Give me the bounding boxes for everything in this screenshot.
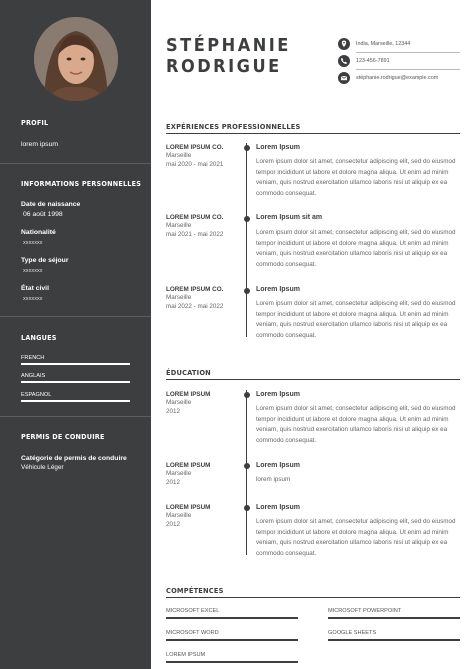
nationality-value: xxxxxxx <box>23 240 43 246</box>
education-meta <box>166 391 210 416</box>
education-rule <box>166 379 460 380</box>
language-level-bar <box>21 381 130 383</box>
experience-city: Marseille <box>166 152 192 160</box>
language-level-bar <box>21 400 130 402</box>
experience-desc: Lorem ipsum dolor sit amet, consectetur adipiscing elit, sed do eiusmod tempor incididunt ut labore et dolore magna aliqua. Ut enim ad minim veniam, quis nostrud exercitation ullamco laboris nisi ut aliquip ex ea commodo consequat. <box>256 229 456 269</box>
timeline-dot <box>244 216 250 222</box>
education-degree: Lorem Ipsum <box>256 462 300 469</box>
experience-org: LOREM IPSUM CO. <box>166 286 224 293</box>
location-icon <box>338 38 350 50</box>
contact-address: India, Marseille, 12344 <box>356 41 411 47</box>
profile-photo-image <box>34 17 118 101</box>
contact-divider <box>356 52 460 53</box>
education-meta <box>166 462 210 487</box>
first-name: STÉPHANIE <box>166 35 291 56</box>
education-city: Marseille <box>166 512 192 520</box>
info-title: INFORMATIONS PERSONNELLES <box>21 179 142 188</box>
contact-phone: 123-456-7891 <box>356 58 390 64</box>
sidebar-divider <box>0 316 151 317</box>
skill-name: MICROSOFT WORD <box>166 630 219 636</box>
timeline-dot <box>244 288 250 294</box>
education-org: LOREM IPSUM <box>166 462 211 469</box>
experience-desc: Lorem ipsum dolor sit amet, consectetur adipiscing elit, sed do eiusmod tempor incididunt ut labore et dolore magna aliqua. Ut enim ad minim veniam, quis nostrud exercitation ullamco laboris nisi ut aliquip ex ea commodo consequat. <box>256 300 456 340</box>
education-year: 2012 <box>166 407 181 415</box>
contact-divider <box>356 69 460 70</box>
education-degree: Lorem Ipsum <box>256 391 300 398</box>
last-name: RODRIGUE <box>166 56 282 77</box>
email-icon <box>338 72 350 84</box>
skill-level-bar <box>328 639 460 641</box>
education-title: ÉDUCATION <box>166 368 211 377</box>
education-org: LOREM IPSUM <box>166 391 211 398</box>
birth-value: 06 août 1998 <box>23 211 63 218</box>
education-desc: lorem ipsum <box>256 476 291 483</box>
skill-name: LOREM IPSUM <box>166 652 206 658</box>
education-city: Marseille <box>166 470 192 478</box>
education-city: Marseille <box>166 399 192 407</box>
experience-role: Lorem Ipsum <box>256 144 300 151</box>
education-timeline <box>246 390 247 555</box>
license-title: PERMIS DE CONDUIRE <box>21 432 105 441</box>
sidebar-divider <box>0 416 151 417</box>
experience-org: LOREM IPSUM CO. <box>166 214 224 221</box>
language-name: FRENCH <box>21 355 45 361</box>
experience-city: Marseille <box>166 222 192 230</box>
language-level-bar <box>21 363 130 365</box>
civil-value: xxxxxxx <box>23 296 43 302</box>
experience-dates: mai 2021 - mai 2022 <box>166 230 224 238</box>
sidebar <box>0 0 151 669</box>
timeline-dot <box>244 145 250 151</box>
skill-name: GOOGLE SHEETS <box>328 630 377 636</box>
skills-rule <box>166 597 460 598</box>
skill-name: MICROSOFT POWERPOINT <box>328 608 402 614</box>
profil-text: lorem ipsum <box>21 141 59 148</box>
language-name: ESPAGNOL <box>21 392 52 398</box>
experience-meta <box>166 286 223 311</box>
skill-name: MICROSOFT EXCEL <box>166 608 220 614</box>
education-meta <box>166 504 210 529</box>
experience-dates: mai 2022 - mai 2022 <box>166 302 224 310</box>
sidebar-divider <box>0 163 151 164</box>
birth-label: Date de naissance <box>21 201 81 208</box>
stay-label: Type de séjour <box>21 257 69 264</box>
experience-title: EXPÉRIENCES PROFESSIONNELLES <box>166 122 301 131</box>
experience-rule <box>166 133 460 134</box>
education-year: 2012 <box>166 478 181 486</box>
education-year: 2012 <box>166 520 181 528</box>
contact-email: stéphanie.rodrigue@example.com <box>356 75 439 81</box>
experience-desc: Lorem ipsum dolor sit amet, consectetur adipiscing elit, sed do eiusmod tempor incididunt ut labore et dolore magna aliqua. Ut enim ad minim veniam, quis nostrud exercitation ullamco laboris nisi ut aliquip ex ea commodo consequat. <box>256 158 456 198</box>
languages-title: LANGUES <box>21 333 57 342</box>
nationality-label: Nationalité <box>21 229 56 236</box>
skill-level-bar <box>166 661 298 663</box>
experience-dates: mai 2020 - mai 2021 <box>166 160 224 168</box>
skills-title: COMPÉTENCES <box>166 586 224 595</box>
civil-label: État civil <box>21 285 49 292</box>
education-org: LOREM IPSUM <box>166 504 211 511</box>
education-degree: Lorem Ipsum <box>256 504 300 511</box>
education-desc: Lorem ipsum dolor sit amet, consectetur adipiscing elit, sed do eiusmod tempor incididunt ut labore et dolore magna aliqua. Ut enim ad minim veniam, quis nostrud exercitation ullamco laboris nisi ut aliquip ex ea commodo consequat. <box>256 405 456 445</box>
skill-level-bar <box>166 639 298 641</box>
skill-level-bar <box>328 617 460 619</box>
experience-timeline <box>246 143 247 337</box>
language-name: ANGLAIS <box>21 373 46 379</box>
timeline-dot <box>244 505 250 511</box>
license-value: Véhicule Léger <box>21 464 64 471</box>
license-label: Catégorie de permis de conduire <box>21 455 127 462</box>
timeline-dot <box>244 463 250 469</box>
timeline-dot <box>244 392 250 398</box>
education-desc: Lorem ipsum dolor sit amet, consectetur adipiscing elit, sed do eiusmod tempor incididunt ut labore et dolore magna aliqua. Ut enim ad minim veniam, quis nostrud exercitation ullamco laboris nisi ut aliquip ex ea commodo consequat. <box>256 518 456 558</box>
experience-role: Lorem Ipsum sit am <box>256 214 323 221</box>
experience-meta <box>166 214 223 239</box>
profile-photo <box>34 17 118 101</box>
experience-meta <box>166 144 223 169</box>
phone-icon <box>338 55 350 67</box>
profil-title: PROFIL <box>21 118 49 127</box>
stay-value: xxxxxxx <box>23 268 43 274</box>
experience-role: Lorem Ipsum <box>256 286 300 293</box>
experience-org: LOREM IPSUM CO. <box>166 144 224 151</box>
skill-level-bar <box>166 617 298 619</box>
experience-city: Marseille <box>166 294 192 302</box>
